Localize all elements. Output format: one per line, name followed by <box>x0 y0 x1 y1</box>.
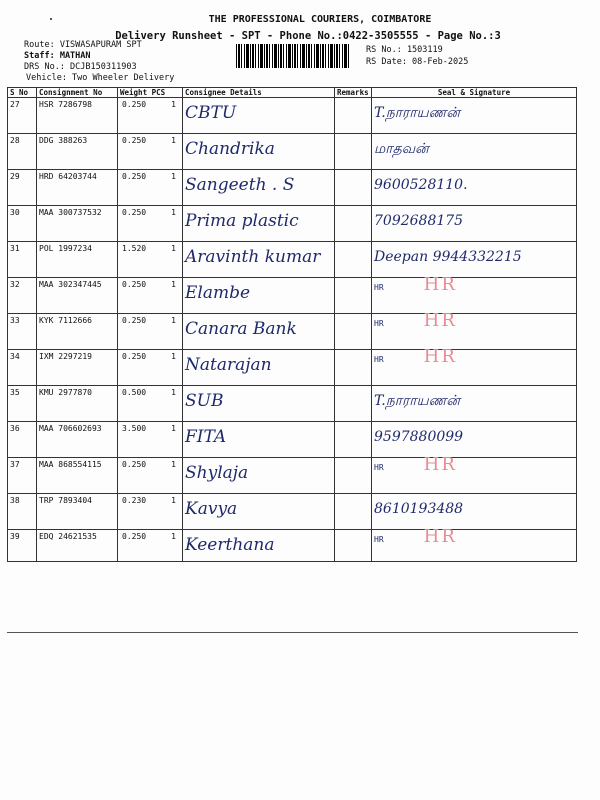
handwritten-signature: மாதவன் <box>374 141 429 157</box>
cell-weight <box>118 314 183 350</box>
table-row <box>8 422 577 458</box>
table-row <box>8 386 577 422</box>
consignee-handwriting: Sangeeth . S <box>185 175 295 195</box>
barcode-image <box>236 44 350 68</box>
cell-consignment: KYK 7112666 <box>37 314 118 350</box>
cell-consignee <box>183 422 335 458</box>
cell-consignment: MAA 706602693 <box>37 422 118 458</box>
cell-consignment: TRP 7893404 <box>37 494 118 530</box>
col-pcs: PCS <box>151 88 166 97</box>
cell-remarks <box>335 386 372 422</box>
cell-consignee <box>183 530 335 562</box>
hr-stamp: HR <box>374 535 384 544</box>
cell-sno: 29 <box>8 170 37 206</box>
cell-consignment: IXM 2297219 <box>37 350 118 386</box>
consignee-handwriting: Prima plastic <box>185 211 299 231</box>
col-consignment: Consignment No <box>37 88 118 98</box>
cell-sno: 34 <box>8 350 37 386</box>
cell-weight <box>118 98 183 134</box>
weight-value: 0.250 <box>122 532 147 541</box>
cell-signature <box>372 206 577 242</box>
col-signature: Seal & Signature <box>372 88 577 98</box>
cell-consignee <box>183 494 335 530</box>
pcs-value: 1 <box>171 460 176 469</box>
cell-weight <box>118 278 183 314</box>
cell-signature <box>372 170 577 206</box>
vehicle-label: Vehicle: Two Wheeler Delivery <box>26 73 175 83</box>
cell-remarks <box>335 134 372 170</box>
pcs-value: 1 <box>171 136 176 145</box>
cell-remarks <box>335 278 372 314</box>
cell-remarks <box>335 530 372 562</box>
consignee-handwriting: SUB <box>185 391 224 411</box>
company-title: THE PROFESSIONAL COURIERS, COIMBATORE <box>208 14 432 25</box>
cell-consignee <box>183 206 335 242</box>
staff-label: Staff: MATHAN <box>24 51 91 61</box>
cell-sno: 38 <box>8 494 37 530</box>
cell-consignment: POL 1997234 <box>37 242 118 278</box>
table-row <box>8 494 577 530</box>
pcs-value: 1 <box>171 100 176 109</box>
weight-value: 0.250 <box>122 100 147 109</box>
cell-consignment: HRD 64203744 <box>37 170 118 206</box>
weight-value: 0.250 <box>122 208 147 217</box>
pcs-value: 1 <box>171 532 176 541</box>
hr-red-mark: HR <box>423 346 457 367</box>
col-consignee: Consignee Details <box>183 88 335 98</box>
weight-value: 0.250 <box>122 280 147 289</box>
cell-remarks <box>335 206 372 242</box>
weight-value: 3.500 <box>122 424 147 433</box>
weight-value: 0.500 <box>122 388 147 397</box>
pcs-value: 1 <box>171 208 176 217</box>
pcs-value: 1 <box>171 424 176 433</box>
cell-weight <box>118 458 183 494</box>
runsheet-title: Delivery Runsheet - SPT - Phone No.:0422-3505555 - Page No.:3 <box>115 30 501 42</box>
consignee-handwriting: Aravinth kumar <box>185 247 321 267</box>
cell-signature <box>372 454 577 494</box>
cell-signature <box>372 494 577 530</box>
route-label: Route: VISWASAPURAM SPT <box>24 40 142 50</box>
cell-sno: 36 <box>8 422 37 458</box>
cell-weight <box>118 206 183 242</box>
cell-consignee <box>183 350 335 386</box>
handwritten-signature: 7092688175 <box>374 213 464 229</box>
cell-consignment: MAA 300737532 <box>37 206 118 242</box>
cell-consignment: DDG 388263 <box>37 134 118 170</box>
cell-remarks <box>335 350 372 386</box>
cell-weight <box>118 242 183 278</box>
pcs-value: 1 <box>171 172 176 181</box>
cell-weight <box>118 530 183 562</box>
cell-weight <box>118 134 183 170</box>
pcs-value: 1 <box>171 496 176 505</box>
pcs-value: 1 <box>171 352 176 361</box>
bottom-rule <box>7 632 578 633</box>
table-row <box>8 530 577 562</box>
cell-consignee <box>183 458 335 494</box>
weight-value: 0.250 <box>122 172 147 181</box>
cell-consignee <box>183 134 335 170</box>
cell-consignment: MAA 868554115 <box>37 458 118 494</box>
weight-value: 0.250 <box>122 352 147 361</box>
cell-consignee <box>183 170 335 206</box>
handwritten-signature: T.நாராயணன் <box>374 393 460 409</box>
handwritten-signature: 9597880099 <box>374 429 464 445</box>
handwritten-signature: T.நாராயணன் <box>374 105 460 121</box>
cell-signature <box>372 422 577 458</box>
runsheet-table <box>7 87 577 562</box>
cell-consignee <box>183 242 335 278</box>
cell-consignment: EDQ 24621535 <box>37 530 118 562</box>
table-row <box>8 314 577 350</box>
consignee-handwriting: Natarajan <box>185 355 272 375</box>
table-row <box>8 242 577 278</box>
pcs-value: 1 <box>171 244 176 253</box>
cell-sno: 35 <box>8 386 37 422</box>
col-remarks: Remarks <box>335 88 372 98</box>
cell-weight <box>118 386 183 422</box>
cell-consignee <box>183 278 335 314</box>
col-weight: Weight <box>120 88 148 97</box>
rs-number: RS No.: 1503119 <box>366 45 443 55</box>
consignee-handwriting: FITA <box>185 427 227 447</box>
cell-remarks <box>335 458 372 494</box>
weight-value: 0.230 <box>122 496 147 505</box>
handwritten-signature: Deepan 9944332215 <box>374 249 522 265</box>
cell-remarks <box>335 242 372 278</box>
handwritten-signature: 9600528110. <box>374 177 468 193</box>
weight-value: 0.250 <box>122 316 147 325</box>
cell-consignment: MAA 302347445 <box>37 278 118 314</box>
pcs-value: 1 <box>171 316 176 325</box>
cell-weight <box>118 494 183 530</box>
cell-signature <box>372 526 577 562</box>
hr-red-mark: HR <box>423 274 457 295</box>
weight-value: 0.250 <box>122 460 147 469</box>
cell-consignee <box>183 314 335 350</box>
hr-stamp: HR <box>374 283 384 292</box>
consignee-handwriting: Chandrika <box>185 139 275 159</box>
cell-sno: 33 <box>8 314 37 350</box>
consignee-handwriting: Kavya <box>185 499 238 519</box>
cell-sno: 28 <box>8 134 37 170</box>
cell-signature <box>372 346 577 386</box>
cell-consignee <box>183 98 335 134</box>
hr-stamp: HR <box>374 463 384 472</box>
table-row <box>8 458 577 494</box>
table-row <box>8 278 577 314</box>
consignee-handwriting: Elambe <box>185 283 251 303</box>
table-header-row <box>8 88 577 98</box>
cell-remarks <box>335 422 372 458</box>
hr-red-mark: HR <box>423 454 457 475</box>
cell-signature <box>372 134 577 170</box>
cell-sno: 39 <box>8 530 37 562</box>
weight-value: 1.520 <box>122 244 147 253</box>
hr-stamp: HR <box>374 355 384 364</box>
cell-remarks <box>335 98 372 134</box>
rs-date: RS Date: 08-Feb-2025 <box>366 57 469 67</box>
cell-signature <box>372 310 577 350</box>
cell-remarks <box>335 170 372 206</box>
cell-signature <box>372 98 577 134</box>
cell-consignment: KMU 2977870 <box>37 386 118 422</box>
cell-sno: 32 <box>8 278 37 314</box>
pcs-value: 1 <box>171 280 176 289</box>
cell-signature <box>372 386 577 422</box>
table-row <box>8 170 577 206</box>
hr-stamp: HR <box>374 319 384 328</box>
cell-sno: 30 <box>8 206 37 242</box>
hr-red-mark: HR <box>423 310 457 331</box>
cell-consignee <box>183 386 335 422</box>
table-row <box>8 206 577 242</box>
handwritten-signature: 8610193488 <box>374 501 464 517</box>
cell-sno: 37 <box>8 458 37 494</box>
cell-remarks <box>335 314 372 350</box>
hr-red-mark: HR <box>423 526 457 547</box>
col-weight-pcs <box>118 88 183 98</box>
table-row <box>8 350 577 386</box>
cell-signature <box>372 274 577 314</box>
cell-sno: 31 <box>8 242 37 278</box>
table-row <box>8 134 577 170</box>
consignee-handwriting: CBTU <box>185 103 237 123</box>
consignee-handwriting: Keerthana <box>185 535 275 555</box>
pcs-value: 1 <box>171 388 176 397</box>
cell-consignment: HSR 7286798 <box>37 98 118 134</box>
cell-signature <box>372 242 577 278</box>
cell-weight <box>118 422 183 458</box>
consignee-handwriting: Canara Bank <box>185 319 297 339</box>
col-sno: S No <box>8 88 37 98</box>
consignee-handwriting: Shylaja <box>185 463 249 483</box>
cell-sno: 27 <box>8 98 37 134</box>
cell-remarks <box>335 494 372 530</box>
cell-weight <box>118 170 183 206</box>
cell-weight <box>118 350 183 386</box>
drs-number: DRS No.: DCJB150311903 <box>24 62 137 72</box>
weight-value: 0.250 <box>122 136 147 145</box>
table-row <box>8 98 577 134</box>
